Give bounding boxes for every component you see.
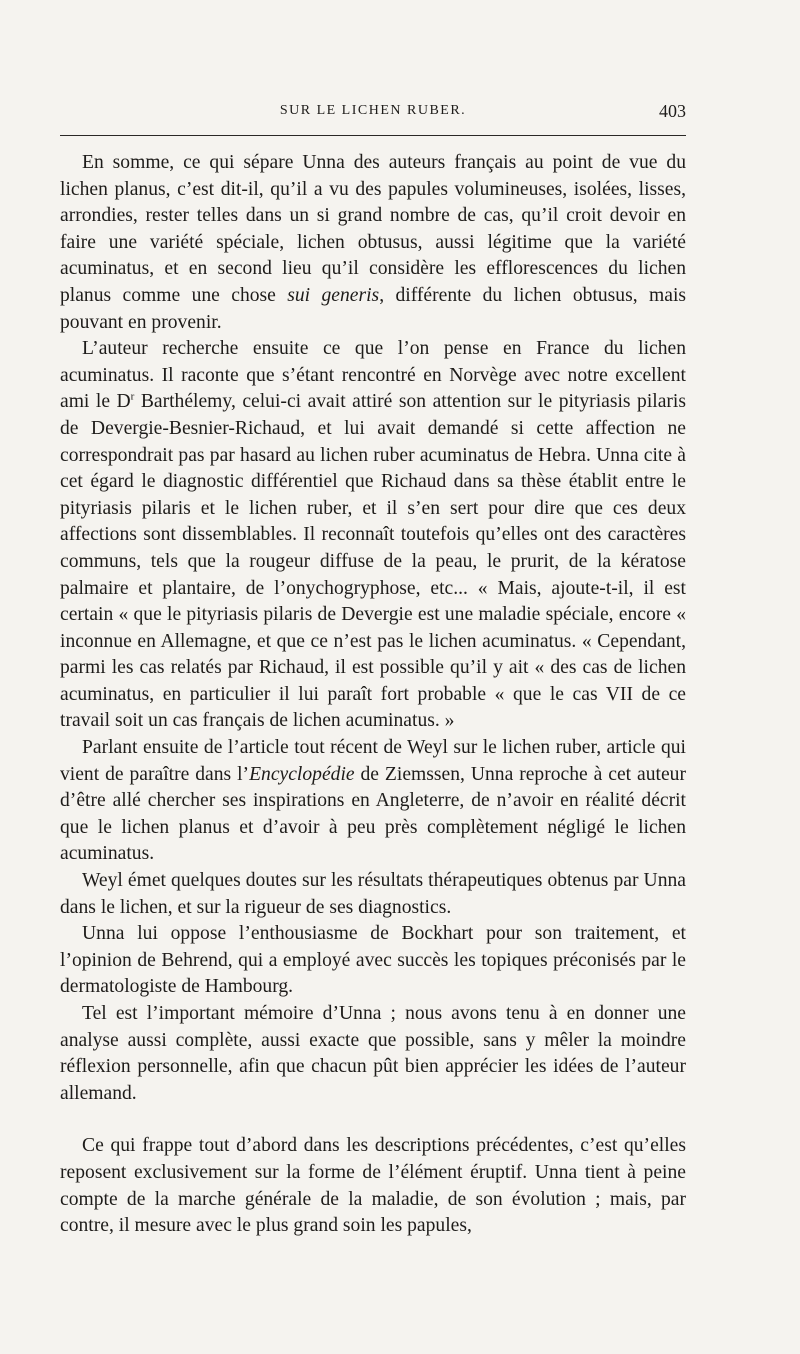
paragraph <box>60 336 686 735</box>
body-text <box>60 150 686 1240</box>
paragraph-text: de Ziemssen, Unna reproche à cet auteur d’être allé chercher ses inspirations en Angleterre, de n’avoir en réalité décrit que le lichen planus et d’avoir à peu près complètement négligé le lichen acuminatus. <box>60 763 686 865</box>
paragraph-text: Ce qui frappe tout d’abord dans les descriptions précédentes, c’est qu’elles reposent exclusivement sur la forme de l’élément éruptif. Unna tient à peine compte de la marche générale de la maladie, de son évolution ; mais, par contre, il mesure avec le plus grand soin les papules, <box>60 1135 686 1237</box>
paragraph <box>60 1001 686 1107</box>
paragraph <box>60 735 686 868</box>
paragraph-text: , différente du lichen obtusus, mais pouvant en provenir. <box>60 284 687 333</box>
paragraph <box>60 1133 686 1239</box>
paragraph-text: L’auteur recherche ensuite ce que l’on pense en France du lichen acuminatus. Il raconte que s’étant rencontré en Norvège avec notre excellent ami le D <box>60 338 686 413</box>
page-number: 403 <box>659 101 686 121</box>
paragraph-text: Weyl émet quelques doutes sur les résultats thérapeutiques obtenus par Unna dans le lichen, et sur la rigueur de ses diagnostics. <box>60 870 686 918</box>
paragraph-text: En somme, ce qui sépare Unna des auteurs français au point de vue du lichen planus, c’est dit-il, qu’il a vu des papules volumineuses, isolées, lisses, arrondies, rester telles dans un si grand nombre de cas, qu’il croit devoir en faire une variété spéciale, lichen obtusus, aussi légitime que la variété acuminatus, et en second lieu qu’il considère les efflorescences du lichen planus comme une chose <box>60 152 686 306</box>
paragraph-text: Parlant ensuite de l’article tout récent de Weyl sur le lichen ruber, article qui vient de paraître dans l’ <box>60 737 686 785</box>
paragraph <box>60 150 686 336</box>
italic-phrase: Encyclopédie <box>249 763 355 785</box>
paragraph-text: Barthélemy, celui-ci avait attiré son attention sur le pityriasis pilaris de Devergie-Besnier-Richaud, et lui avait demandé si cette affection ne correspondrait pas par hasard au lichen ruber acuminatus de Hebra. Unna cite à cet égard le diagnostic différentiel que Richaud dans sa thèse établit entre le pityriasis pilaris et le lichen ruber, et il s’en sert pour dire que ces deux affections sont dissemblables. Il reconnaît toutefois qu’elles ont des caractères communs, tels que la rougeur diffuse de la peau, le prurit, de la kératose palmaire et plantaire, de l’onychogryphose, etc... « Mais, ajoute-t-il, il est certain « que le pityriasis pilaris de Devergie est une maladie spéciale, encore « inconnue en Allemagne, et que ce n’est pas le lichen acuminatus. « Cependant, parmi les cas relatés par Richaud, il est possible qu’il y ait « des cas de lichen acuminatus, en particulier il lui paraît fort probable « que le cas VII de ce travail soit un cas français de lichen acuminatus. » <box>60 391 686 732</box>
paragraph <box>60 921 686 1001</box>
paragraph-text: Unna lui oppose l’enthousiasme de Bockhart pour son traitement, et l’opinion de Behrend, qui a employé avec succès les topiques préconisés par le dermatologiste de Hambourg. <box>60 923 686 998</box>
paragraph <box>60 868 686 921</box>
italic-phrase: sui generis <box>287 284 380 306</box>
page-header <box>60 103 686 127</box>
running-title: SUR LE LICHEN RUBER. <box>279 103 467 118</box>
superscript: r <box>130 390 135 403</box>
header-rule <box>60 135 686 136</box>
paragraph-text: Tel est l’important mémoire d’Unna ; nous avons tenu à en donner une analyse aussi complète, aussi exacte que possible, sans y mêler la moindre réflexion personnelle, afin que chacun pût bien apprécier les idées de l’auteur allemand. <box>60 1003 686 1104</box>
